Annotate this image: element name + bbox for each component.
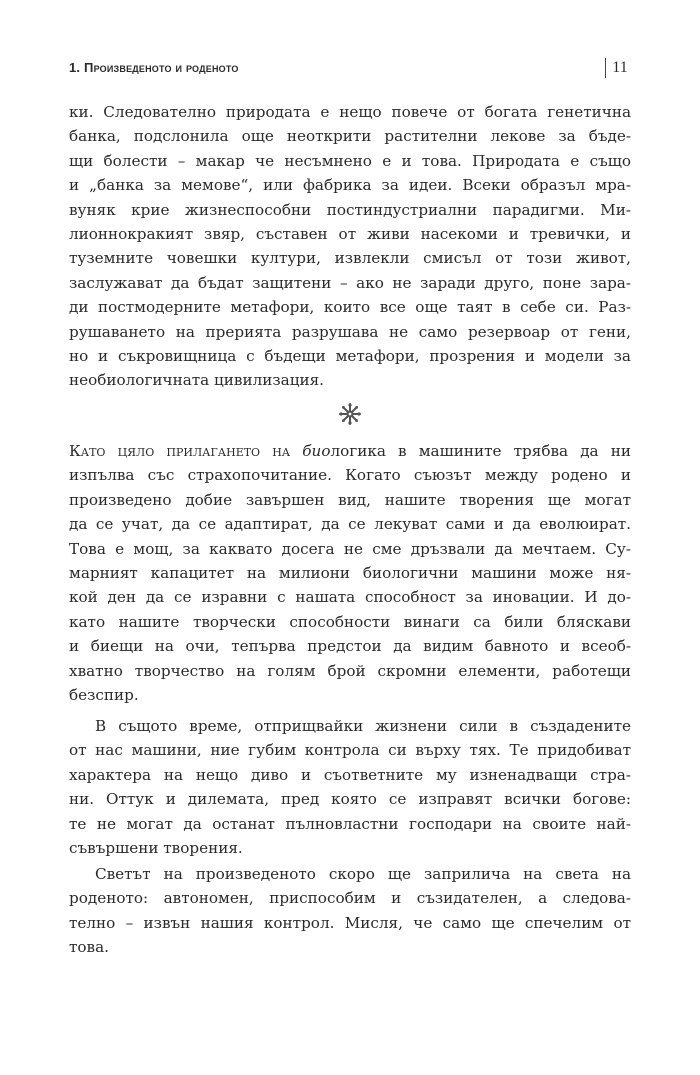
text-line: характера на нещо диво и съответните му изненадващи стра- <box>69 765 631 784</box>
text-line: да се учат, да се адаптират, да се лекуват сами и да еволюират. <box>69 515 631 534</box>
text-line: ки. Следователно природата е нещо повече от богата генетична <box>69 103 631 121</box>
text-line: необиологичната цивилизация. <box>69 371 325 390</box>
text-line: изпълва със страхопочитание. Когато съюзът между родено и <box>69 466 631 485</box>
text-line: марният капацитет на милиони биологични машини може ня- <box>69 564 631 583</box>
text-line: заслужават да бъдат защитени – ако не заради друго, поне зара- <box>69 273 631 292</box>
text-line: вуняк крие жизнеспособни постиндустриални парадигми. Ми- <box>69 200 631 219</box>
italic-word: био <box>302 442 331 460</box>
text-line: кой ден да се изравни с нашата способност за иновации. И до- <box>69 588 631 607</box>
text-line: туземните човешки култури, извлекли смисъл от този живот, <box>69 249 631 268</box>
text-line: рушаването на прерията разрушава не само резервоар от гени, <box>69 322 631 341</box>
text-line: ди постмодерните метафори, които все още таят в себе си. Раз- <box>69 298 631 317</box>
text-line: телно – извън нашия контрол. Мисля, че само ще спечелим от <box>69 913 631 932</box>
lead-in: Като цяло прилагането на <box>69 442 303 460</box>
paragraph-4 <box>69 862 631 960</box>
paragraph-3 <box>69 714 631 860</box>
paragraph-2 <box>69 439 631 707</box>
text-line <box>69 439 631 463</box>
text-line: от нас машини, ние губим контрола си върху тях. Те придобиват <box>69 741 631 760</box>
paragraph-1 <box>69 100 631 393</box>
text-line: лионнокракият звяр, съставен от живи насекоми и тревички, и <box>69 225 631 244</box>
running-header <box>69 58 628 80</box>
text-line: роденото: автономен, приспособим и съзидателен, а следова- <box>69 889 631 908</box>
text-line: съвършени творения. <box>69 839 243 858</box>
text-line: като нашите творчески способности винаги са били бляскави <box>69 612 631 631</box>
text-line: Това е мощ, за каквато досега не сме дръзвали да мечтаем. Су- <box>69 539 631 558</box>
text-line: произведено добие завършен вид, нашите творения ще могат <box>69 490 631 509</box>
text-line: но и съкровищница с бъдещи метафори, прозрения и модели за <box>69 347 631 366</box>
text-line: безспир. <box>69 686 139 705</box>
text-line: Светът на произведеното скоро ще заприлича на света на <box>95 865 631 883</box>
text-line: това. <box>69 938 109 957</box>
page-number: 11 <box>605 58 628 78</box>
text-line: щи болести – макар че несъмнено е и това. Природата е също <box>69 151 631 170</box>
text-line: ни. Оттук и дилемата, пред която се изправят всички богове: <box>69 790 631 809</box>
snowflake-ornament-icon <box>338 402 362 426</box>
text-line: и биещи на очи, тепърва предстои да видим бавното и всеоб- <box>69 637 631 656</box>
chapter-title: 1. Произведеното и роденото <box>69 60 239 75</box>
text-line: хватно творчество на голям брой скромни елементи, работещи <box>69 661 631 680</box>
text-line: банка, подслонила още неоткрити растителни лекове за бъде- <box>69 127 631 146</box>
text-line: В същото време, отприщвайки жизнени сили в създадените <box>95 717 631 735</box>
text-line: и „банка за мемове“, или фабрика за идеи. Всеки образъл мра- <box>69 176 631 195</box>
text-fragment: логика в машините трябва да ни <box>330 442 631 460</box>
text-line: те не могат да останат пълновластни господари на своите най- <box>69 814 631 833</box>
